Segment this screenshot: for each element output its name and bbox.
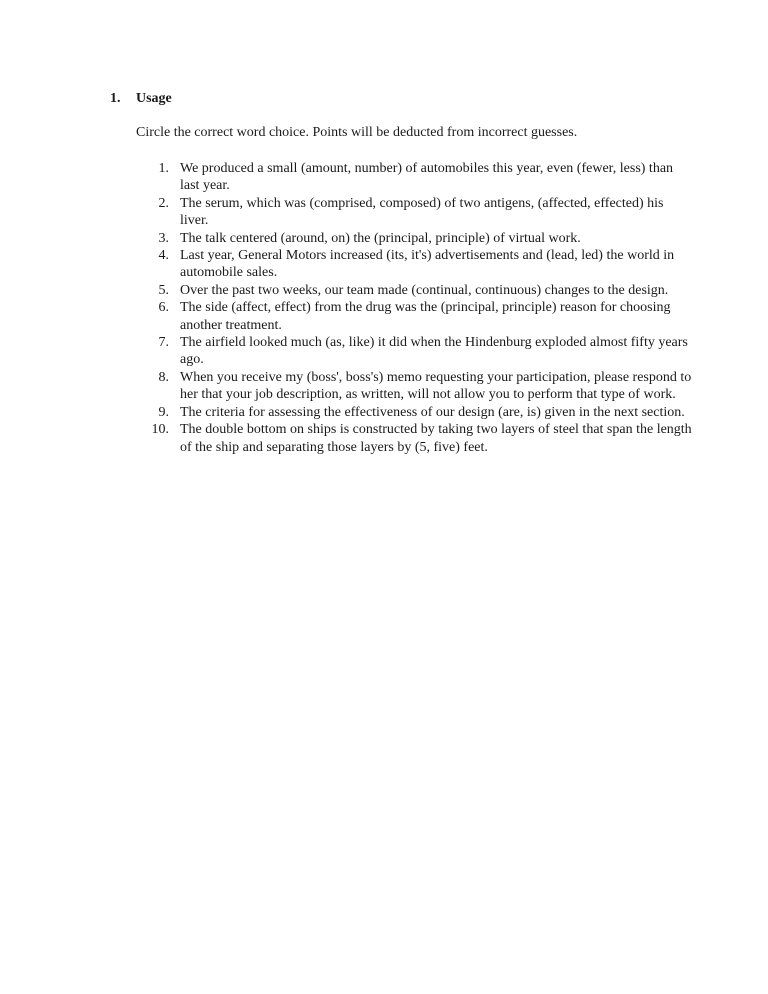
question-text: The double bottom on ships is constructed by taking two layers of steel that span the length of the ship and separating those layers by (5, five) feet. [180, 422, 692, 455]
question-text: When you receive my (boss', boss's) memo requesting your participation, please respond to her that your job description, as written, will not allow you to perform that type of work. [180, 369, 692, 403]
question-number: 9. [158, 404, 169, 420]
question-text: The airfield looked much (as, like) it did when the Hindenburg exploded almost fifty years ago. [180, 335, 688, 368]
question-number: 4. [158, 248, 169, 264]
section-heading [110, 90, 172, 108]
question-item [150, 404, 695, 421]
question-number: 2. [158, 195, 169, 211]
question-item [150, 160, 695, 195]
question-item [150, 421, 695, 456]
question-item [150, 282, 695, 299]
question-item [150, 299, 695, 334]
question-number: 1. [158, 161, 169, 176]
question-text: Over the past two weeks, our team made (continual, continuous) changes to the design. [180, 282, 669, 298]
question-text: We produced a small (amount, number) of automobiles this year, even (fewer, less) than last year. [180, 161, 674, 194]
question-number: 6. [158, 300, 169, 316]
question-text: The side (affect, effect) from the drug was the (principal, principle) reason for choosing another treatment. [180, 300, 671, 333]
question-item [150, 247, 695, 282]
question-number: 5. [158, 282, 169, 298]
question-number: 3. [158, 230, 169, 246]
question-item [150, 230, 695, 247]
question-item [150, 334, 695, 369]
question-number: 8. [158, 369, 169, 385]
section-number: 1. [110, 91, 121, 106]
question-list [150, 160, 695, 456]
question-text: The talk centered (around, on) the (principal, principle) of virtual work. [180, 230, 581, 246]
question-text: The criteria for assessing the effectiveness of our design (are, is) given in the next section. [180, 404, 685, 420]
question-number: 10. [151, 422, 169, 438]
section-title: Usage [136, 91, 172, 106]
instructions: Circle the correct word choice. Points will be deducted from incorrect guesses. [136, 125, 578, 140]
question-text: Last year, General Motors increased (its, it's) advertisements and (lead, led) the world in automobile sales. [180, 248, 675, 281]
question-item [150, 195, 695, 230]
question-text: The serum, which was (comprised, composed) of two antigens, (affected, effected) his liver. [180, 195, 664, 229]
question-number: 7. [158, 335, 169, 351]
question-item [150, 369, 695, 404]
